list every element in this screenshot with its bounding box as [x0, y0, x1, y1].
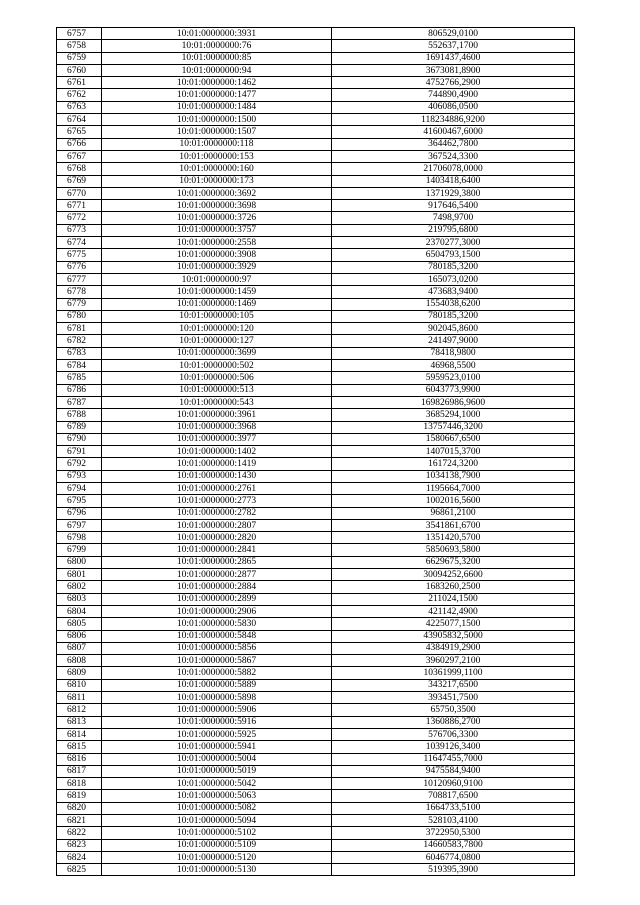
table-row: [57, 77, 575, 89]
table-row: [57, 28, 575, 40]
row-number-cell: 6803: [57, 593, 102, 605]
cadastral-number-cell: 10:01:0000000:1419: [102, 458, 332, 470]
row-number-cell: 6814: [57, 728, 102, 740]
cadastral-value-cell: 1683260,2500: [332, 581, 575, 593]
row-number-cell: 6823: [57, 839, 102, 851]
cadastral-value-cell: 7498,9700: [332, 212, 575, 224]
row-number-cell: 6788: [57, 409, 102, 421]
cadastral-value-cell: 708817,6500: [332, 790, 575, 802]
cadastral-value-cell: 780185,3200: [332, 310, 575, 322]
cadastral-number-cell: 10:01:0000000:3726: [102, 212, 332, 224]
cadastral-value-cell: 3960297,2100: [332, 655, 575, 667]
cadastral-number-cell: 10:01:0000000:5004: [102, 753, 332, 765]
table-row: [57, 433, 575, 445]
table-row: [57, 692, 575, 704]
table-row: [57, 114, 575, 126]
table-row: [57, 864, 575, 876]
row-number-cell: 6798: [57, 532, 102, 544]
cadastral-value-cell: 1360886,2700: [332, 716, 575, 728]
cadastral-value-cell: 1691437,4600: [332, 52, 575, 64]
table-row: [57, 323, 575, 335]
cadastral-number-cell: 10:01:0000000:2899: [102, 593, 332, 605]
cadastral-value-cell: 4752766,2900: [332, 77, 575, 89]
table-row: [57, 384, 575, 396]
table-row: [57, 409, 575, 421]
cadastral-value-cell: 1039126,3400: [332, 741, 575, 753]
cadastral-value-cell: 393451,7500: [332, 692, 575, 704]
cadastral-number-cell: 10:01:0000000:3961: [102, 409, 332, 421]
table-row: [57, 212, 575, 224]
table-row: [57, 187, 575, 199]
table-row: [57, 532, 575, 544]
table-row: [57, 556, 575, 568]
cadastral-number-cell: 10:01:0000000:5898: [102, 692, 332, 704]
cadastral-number-cell: 10:01:0000000:5856: [102, 642, 332, 654]
row-number-cell: 6821: [57, 815, 102, 827]
cadastral-number-cell: 10:01:0000000:5848: [102, 630, 332, 642]
table-row: [57, 495, 575, 507]
row-number-cell: 6802: [57, 581, 102, 593]
row-number-cell: 6801: [57, 569, 102, 581]
cadastral-number-cell: 10:01:0000000:1402: [102, 446, 332, 458]
row-number-cell: 6784: [57, 360, 102, 372]
cadastral-value-cell: 744890,4900: [332, 89, 575, 101]
table-row: [57, 347, 575, 359]
cadastral-value-cell: 10361999,1100: [332, 667, 575, 679]
cadastral-value-cell: 241497,9000: [332, 335, 575, 347]
row-number-cell: 6792: [57, 458, 102, 470]
table-row: [57, 704, 575, 716]
cadastral-number-cell: 10:01:0000000:3757: [102, 224, 332, 236]
table-row: [57, 569, 575, 581]
cadastral-value-cell: 21706078,0000: [332, 163, 575, 175]
cadastral-value-cell: 118234886,9200: [332, 114, 575, 126]
table-row: [57, 630, 575, 642]
row-number-cell: 6779: [57, 298, 102, 310]
cadastral-number-cell: 10:01:0000000:85: [102, 52, 332, 64]
table-row: [57, 741, 575, 753]
table-row: [57, 396, 575, 408]
cadastral-number-cell: 10:01:0000000:2884: [102, 581, 332, 593]
cadastral-value-cell: 806529,0100: [332, 28, 575, 40]
cadastral-number-cell: 10:01:0000000:2807: [102, 519, 332, 531]
table-row: [57, 286, 575, 298]
table-row: [57, 655, 575, 667]
row-number-cell: 6824: [57, 851, 102, 863]
row-number-cell: 6818: [57, 778, 102, 790]
cadastral-number-cell: 10:01:0000000:5042: [102, 778, 332, 790]
cadastral-value-cell: 917646,5400: [332, 200, 575, 212]
cadastral-value-cell: 3685294,1000: [332, 409, 575, 421]
table-row: [57, 421, 575, 433]
table-row: [57, 778, 575, 790]
cadastral-value-cell: 343217,6500: [332, 679, 575, 691]
table-row: [57, 716, 575, 728]
row-number-cell: 6794: [57, 482, 102, 494]
cadastral-number-cell: 10:01:0000000:97: [102, 273, 332, 285]
cadastral-value-cell: 2370277,3000: [332, 237, 575, 249]
cadastral-number-cell: 10:01:0000000:173: [102, 175, 332, 187]
table-row: [57, 802, 575, 814]
table-row: [57, 175, 575, 187]
cadastral-number-cell: 10:01:0000000:5830: [102, 618, 332, 630]
cadastral-value-cell: 528103,4100: [332, 815, 575, 827]
row-number-cell: 6759: [57, 52, 102, 64]
table-row: [57, 126, 575, 138]
cadastral-number-cell: 10:01:0000000:5109: [102, 839, 332, 851]
cadastral-value-cell: 211024,1500: [332, 593, 575, 605]
cadastral-value-cell: 367524,3300: [332, 150, 575, 162]
cadastral-value-cell: 421142,4900: [332, 605, 575, 617]
cadastral-number-cell: 10:01:0000000:2558: [102, 237, 332, 249]
cadastral-number-cell: 10:01:0000000:118: [102, 138, 332, 150]
row-number-cell: 6775: [57, 249, 102, 261]
row-number-cell: 6806: [57, 630, 102, 642]
row-number-cell: 6785: [57, 372, 102, 384]
table-row: [57, 372, 575, 384]
table-row: [57, 101, 575, 113]
table-row: [57, 249, 575, 261]
cadastral-number-cell: 10:01:0000000:5882: [102, 667, 332, 679]
cadastral-number-cell: 10:01:0000000:3977: [102, 433, 332, 445]
cadastral-value-cell: 364462,7800: [332, 138, 575, 150]
row-number-cell: 6771: [57, 200, 102, 212]
cadastral-value-cell: 14660583,7800: [332, 839, 575, 851]
table-body: [57, 28, 575, 876]
cadastral-number-cell: 10:01:0000000:5941: [102, 741, 332, 753]
cadastral-value-cell: 1371929,3800: [332, 187, 575, 199]
row-number-cell: 6778: [57, 286, 102, 298]
row-number-cell: 6790: [57, 433, 102, 445]
table-row: [57, 310, 575, 322]
row-number-cell: 6783: [57, 347, 102, 359]
cadastral-number-cell: 10:01:0000000:1459: [102, 286, 332, 298]
table-row: [57, 52, 575, 64]
cadastral-value-cell: 9475584,9400: [332, 765, 575, 777]
table-row: [57, 507, 575, 519]
row-number-cell: 6777: [57, 273, 102, 285]
cadastral-value-cell: 165073,0200: [332, 273, 575, 285]
cadastral-value-cell: 6629675,3200: [332, 556, 575, 568]
cadastral-value-table: [56, 27, 575, 876]
cadastral-value-cell: 161724,3200: [332, 458, 575, 470]
table-row: [57, 642, 575, 654]
row-number-cell: 6766: [57, 138, 102, 150]
row-number-cell: 6813: [57, 716, 102, 728]
row-number-cell: 6787: [57, 396, 102, 408]
row-number-cell: 6773: [57, 224, 102, 236]
cadastral-number-cell: 10:01:0000000:3698: [102, 200, 332, 212]
row-number-cell: 6795: [57, 495, 102, 507]
cadastral-number-cell: 10:01:0000000:120: [102, 323, 332, 335]
table-row: [57, 335, 575, 347]
table-row: [57, 89, 575, 101]
cadastral-value-cell: 1580667,6500: [332, 433, 575, 445]
row-number-cell: 6768: [57, 163, 102, 175]
row-number-cell: 6765: [57, 126, 102, 138]
cadastral-number-cell: 10:01:0000000:5120: [102, 851, 332, 863]
row-number-cell: 6772: [57, 212, 102, 224]
cadastral-value-cell: 519395,3900: [332, 864, 575, 876]
cadastral-value-cell: 1403418,6400: [332, 175, 575, 187]
row-number-cell: 6800: [57, 556, 102, 568]
row-number-cell: 6774: [57, 237, 102, 249]
row-number-cell: 6793: [57, 470, 102, 482]
cadastral-number-cell: 10:01:0000000:502: [102, 360, 332, 372]
table-row: [57, 40, 575, 52]
table-row: [57, 261, 575, 273]
cadastral-number-cell: 10:01:0000000:3699: [102, 347, 332, 359]
row-number-cell: 6812: [57, 704, 102, 716]
table-row: [57, 237, 575, 249]
row-number-cell: 6770: [57, 187, 102, 199]
cadastral-number-cell: 10:01:0000000:5867: [102, 655, 332, 667]
row-number-cell: 6781: [57, 323, 102, 335]
table-row: [57, 679, 575, 691]
cadastral-number-cell: 10:01:0000000:1462: [102, 77, 332, 89]
row-number-cell: 6762: [57, 89, 102, 101]
cadastral-number-cell: 10:01:0000000:5082: [102, 802, 332, 814]
table-row: [57, 618, 575, 630]
table-row: [57, 64, 575, 76]
cadastral-number-cell: 10:01:0000000:513: [102, 384, 332, 396]
cadastral-number-cell: 10:01:0000000:3931: [102, 28, 332, 40]
cadastral-number-cell: 10:01:0000000:2877: [102, 569, 332, 581]
cadastral-value-cell: 1664733,5100: [332, 802, 575, 814]
cadastral-value-cell: 1002016,5600: [332, 495, 575, 507]
table-row: [57, 163, 575, 175]
cadastral-number-cell: 10:01:0000000:5925: [102, 728, 332, 740]
cadastral-number-cell: 10:01:0000000:94: [102, 64, 332, 76]
table-row: [57, 593, 575, 605]
table-row: [57, 458, 575, 470]
cadastral-value-cell: 4384919,2900: [332, 642, 575, 654]
table-row: [57, 605, 575, 617]
cadastral-value-cell: 3673081,8900: [332, 64, 575, 76]
cadastral-number-cell: 10:01:0000000:5019: [102, 765, 332, 777]
cadastral-value-cell: 780185,3200: [332, 261, 575, 273]
row-number-cell: 6761: [57, 77, 102, 89]
row-number-cell: 6797: [57, 519, 102, 531]
row-number-cell: 6820: [57, 802, 102, 814]
row-number-cell: 6764: [57, 114, 102, 126]
table-row: [57, 827, 575, 839]
table-row: [57, 273, 575, 285]
cadastral-number-cell: 10:01:0000000:5102: [102, 827, 332, 839]
cadastral-number-cell: 10:01:0000000:2906: [102, 605, 332, 617]
table-row: [57, 446, 575, 458]
table-row: [57, 839, 575, 851]
cadastral-value-cell: 1351420,5700: [332, 532, 575, 544]
row-number-cell: 6782: [57, 335, 102, 347]
cadastral-value-cell: 3722950,5300: [332, 827, 575, 839]
cadastral-number-cell: 10:01:0000000:1477: [102, 89, 332, 101]
cadastral-number-cell: 10:01:0000000:1500: [102, 114, 332, 126]
cadastral-value-cell: 3541861,6700: [332, 519, 575, 531]
row-number-cell: 6791: [57, 446, 102, 458]
cadastral-value-cell: 473683,9400: [332, 286, 575, 298]
cadastral-value-cell: 1554038,6200: [332, 298, 575, 310]
table-row: [57, 519, 575, 531]
cadastral-number-cell: 10:01:0000000:5889: [102, 679, 332, 691]
table-row: [57, 667, 575, 679]
cadastral-number-cell: 10:01:0000000:1484: [102, 101, 332, 113]
row-number-cell: 6757: [57, 28, 102, 40]
cadastral-value-cell: 65750,3500: [332, 704, 575, 716]
cadastral-number-cell: 10:01:0000000:1507: [102, 126, 332, 138]
row-number-cell: 6763: [57, 101, 102, 113]
cadastral-number-cell: 10:01:0000000:1469: [102, 298, 332, 310]
cadastral-value-cell: 6046774,0800: [332, 851, 575, 863]
cadastral-value-cell: 6504793,1500: [332, 249, 575, 261]
cadastral-value-cell: 11647455,7000: [332, 753, 575, 765]
cadastral-value-cell: 406086,0500: [332, 101, 575, 113]
row-number-cell: 6825: [57, 864, 102, 876]
table-row: [57, 790, 575, 802]
table-row: [57, 360, 575, 372]
cadastral-number-cell: 10:01:0000000:2841: [102, 544, 332, 556]
cadastral-number-cell: 10:01:0000000:5906: [102, 704, 332, 716]
cadastral-number-cell: 10:01:0000000:5916: [102, 716, 332, 728]
cadastral-number-cell: 10:01:0000000:3692: [102, 187, 332, 199]
row-number-cell: 6819: [57, 790, 102, 802]
row-number-cell: 6789: [57, 421, 102, 433]
table-row: [57, 150, 575, 162]
cadastral-number-cell: 10:01:0000000:2820: [102, 532, 332, 544]
cadastral-value-cell: 30094252,6600: [332, 569, 575, 581]
row-number-cell: 6758: [57, 40, 102, 52]
cadastral-number-cell: 10:01:0000000:506: [102, 372, 332, 384]
cadastral-number-cell: 10:01:0000000:153: [102, 150, 332, 162]
table-row: [57, 298, 575, 310]
row-number-cell: 6807: [57, 642, 102, 654]
row-number-cell: 6786: [57, 384, 102, 396]
cadastral-value-cell: 552637,1700: [332, 40, 575, 52]
row-number-cell: 6816: [57, 753, 102, 765]
cadastral-number-cell: 10:01:0000000:127: [102, 335, 332, 347]
cadastral-value-cell: 10120960,9100: [332, 778, 575, 790]
cadastral-value-cell: 5850693,5800: [332, 544, 575, 556]
cadastral-value-cell: 78418,9800: [332, 347, 575, 359]
table-row: [57, 581, 575, 593]
cadastral-number-cell: 10:01:0000000:5130: [102, 864, 332, 876]
cadastral-value-cell: 1034138,7900: [332, 470, 575, 482]
row-number-cell: 6809: [57, 667, 102, 679]
cadastral-number-cell: 10:01:0000000:76: [102, 40, 332, 52]
row-number-cell: 6769: [57, 175, 102, 187]
row-number-cell: 6808: [57, 655, 102, 667]
cadastral-value-cell: 6043773,9900: [332, 384, 575, 396]
cadastral-value-cell: 169826986,9600: [332, 396, 575, 408]
row-number-cell: 6776: [57, 261, 102, 273]
cadastral-number-cell: 10:01:0000000:3968: [102, 421, 332, 433]
table-row: [57, 815, 575, 827]
cadastral-number-cell: 10:01:0000000:2865: [102, 556, 332, 568]
row-number-cell: 6822: [57, 827, 102, 839]
cadastral-number-cell: 10:01:0000000:5094: [102, 815, 332, 827]
row-number-cell: 6815: [57, 741, 102, 753]
cadastral-value-cell: 4225077,1500: [332, 618, 575, 630]
table-row: [57, 544, 575, 556]
cadastral-value-cell: 1195664,7000: [332, 482, 575, 494]
table-row: [57, 224, 575, 236]
row-number-cell: 6804: [57, 605, 102, 617]
table-row: [57, 728, 575, 740]
table-row: [57, 753, 575, 765]
row-number-cell: 6796: [57, 507, 102, 519]
cadastral-number-cell: 10:01:0000000:2782: [102, 507, 332, 519]
cadastral-number-cell: 10:01:0000000:160: [102, 163, 332, 175]
row-number-cell: 6810: [57, 679, 102, 691]
cadastral-number-cell: 10:01:0000000:2773: [102, 495, 332, 507]
table-row: [57, 851, 575, 863]
table-row: [57, 765, 575, 777]
cadastral-value-cell: 902045,8600: [332, 323, 575, 335]
cadastral-value-cell: 219795,6800: [332, 224, 575, 236]
cadastral-number-cell: 10:01:0000000:3929: [102, 261, 332, 273]
row-number-cell: 6799: [57, 544, 102, 556]
row-number-cell: 6805: [57, 618, 102, 630]
cadastral-number-cell: 10:01:0000000:543: [102, 396, 332, 408]
row-number-cell: 6817: [57, 765, 102, 777]
table-row: [57, 138, 575, 150]
row-number-cell: 6760: [57, 64, 102, 76]
cadastral-number-cell: 10:01:0000000:5063: [102, 790, 332, 802]
table-row: [57, 470, 575, 482]
cadastral-value-cell: 1407015,3700: [332, 446, 575, 458]
cadastral-value-cell: 576706,3300: [332, 728, 575, 740]
cadastral-number-cell: 10:01:0000000:3908: [102, 249, 332, 261]
cadastral-value-cell: 46968,5500: [332, 360, 575, 372]
row-number-cell: 6811: [57, 692, 102, 704]
table-row: [57, 200, 575, 212]
table-row: [57, 482, 575, 494]
cadastral-value-cell: 41600467,6000: [332, 126, 575, 138]
row-number-cell: 6767: [57, 150, 102, 162]
cadastral-value-cell: 96861,2100: [332, 507, 575, 519]
cadastral-number-cell: 10:01:0000000:2761: [102, 482, 332, 494]
cadastral-number-cell: 10:01:0000000:1430: [102, 470, 332, 482]
row-number-cell: 6780: [57, 310, 102, 322]
cadastral-value-cell: 13757446,3200: [332, 421, 575, 433]
cadastral-number-cell: 10:01:0000000:105: [102, 310, 332, 322]
cadastral-value-cell: 5959523,0100: [332, 372, 575, 384]
cadastral-value-cell: 43905832,5000: [332, 630, 575, 642]
